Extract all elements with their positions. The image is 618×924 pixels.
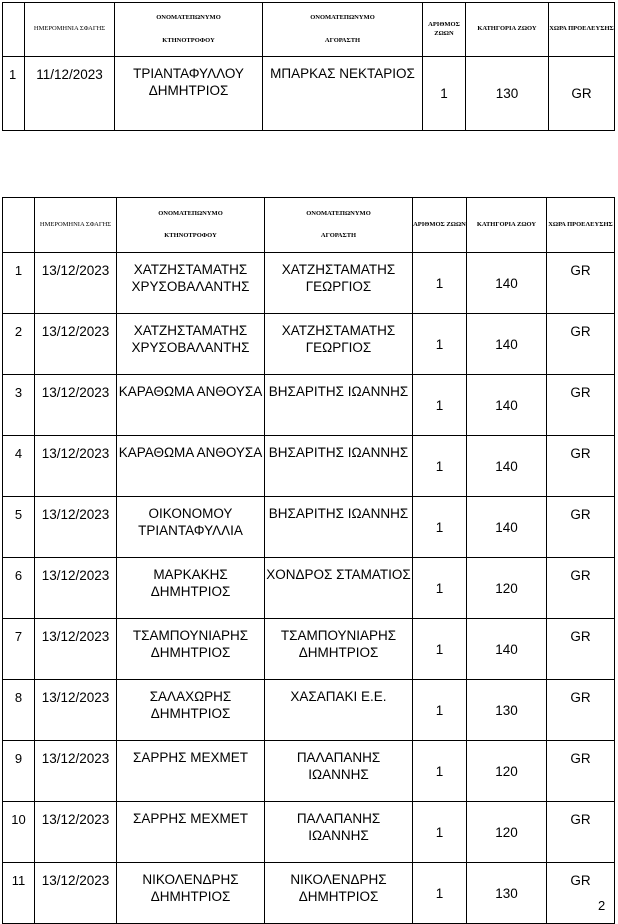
row-date: 13/12/2023 [35,558,117,619]
row-country: GR [547,375,615,436]
header-breeder [117,198,265,253]
header-name-label: ΟΝΟΜΑΤΕΠΩΝΥΜΟ [158,209,223,217]
row-breeder: ΟΙΚΟΝΟΜΟΥ ΤΡΙΑΝΤΑΦΥΛΛΙΑ [117,497,265,558]
row-country: GR [547,253,615,314]
row-country: GR [547,436,615,497]
slaughter-table-2 [2,197,615,924]
row-country: GR [547,497,615,558]
table-row [3,558,615,619]
row-number: 11 [3,863,35,924]
row-breeder: ΣΑΛΑΧΩΡΗΣ ΔΗΜΗΤΡΙΟΣ [117,680,265,741]
row-buyer: ΧΑΤΖΗΣΤΑΜΑΤΗΣ ΓΕΩΡΓΙΟΣ [265,314,413,375]
row-date: 13/12/2023 [35,375,117,436]
row-number: 10 [3,802,35,863]
row-animals: 1 [413,619,467,680]
row-number: 5 [3,497,35,558]
row-country: GR [547,619,615,680]
table-row [3,802,615,863]
row-animals: 1 [413,497,467,558]
row-buyer: ΧΑΣΑΠΑΚΙ Ε.Ε. [265,680,413,741]
table-header [3,3,615,57]
header-category: ΚΑΤΗΓΟΡΙΑ ΖΩΟΥ [466,3,549,57]
row-date: 11/12/2023 [25,57,115,131]
row-category: 120 [467,741,547,802]
row-category: 130 [467,680,547,741]
row-buyer: ΠΑΛΑΠΑΝΗΣ ΙΩΑΝΝΗΣ [265,741,413,802]
row-breeder: ΣΑΡΡΗΣ ΜΕΧΜΕΤ [117,802,265,863]
row-date: 13/12/2023 [35,253,117,314]
table-row [3,253,615,314]
row-breeder: ΤΣΑΜΠΟΥΝΙΑΡΗΣ ΔΗΜΗΤΡΙΟΣ [117,619,265,680]
row-buyer: ΠΑΛΑΠΑΝΗΣ ΙΩΑΝΝΗΣ [265,802,413,863]
row-country: GR [549,57,615,131]
row-breeder: ΣΑΡΡΗΣ ΜΕΧΜΕΤ [117,741,265,802]
row-animals: 1 [423,57,466,131]
row-animals: 1 [413,253,467,314]
row-animals: 1 [413,314,467,375]
row-breeder: ΚΑΡΑΘΩΜΑ ΑΝΘΟΥΣΑ [117,436,265,497]
row-breeder: ΝΙΚΟΛΕΝΔΡΗΣ ΔΗΜΗΤΡΙΟΣ [117,863,265,924]
table-row [3,863,615,924]
table-row [3,680,615,741]
row-buyer: ΒΗΣΑΡΙΤΗΣ ΙΩΑΝΝΗΣ [265,436,413,497]
row-breeder: ΧΑΤΖΗΣΤΑΜΑΤΗΣ ΧΡΥΣΟΒΑΛΑΝΤΗΣ [117,253,265,314]
row-category: 140 [467,497,547,558]
row-number: 3 [3,375,35,436]
row-buyer: ΜΠΑΡΚΑΣ ΝΕΚΤΑΡΙΟΣ [263,57,423,131]
header-breeder-label: ΚΤΗΝΟΤΡΟΦΟΥ [162,36,215,44]
row-country: GR [547,863,615,924]
row-breeder: ΚΑΡΑΘΩΜΑ ΑΝΘΟΥΣΑ [117,375,265,436]
row-date: 13/12/2023 [35,314,117,375]
row-breeder: ΧΑΤΖΗΣΤΑΜΑΤΗΣ ΧΡΥΣΟΒΑΛΑΝΤΗΣ [117,314,265,375]
row-buyer: ΤΣΑΜΠΟΥΝΙΑΡΗΣ ΔΗΜΗΤΡΙΟΣ [265,619,413,680]
row-number: 2 [3,314,35,375]
slaughter-table-1 [2,2,615,131]
row-animals: 1 [413,802,467,863]
header-country: ΧΩΡΑ ΠΡΟΕΛΕΥΣΗΣ [547,198,615,253]
row-breeder: ΤΡΙΑΝΤΑΦΥΛΛΟΥ ΔΗΜΗΤΡΙΟΣ [115,57,263,131]
table-row [3,314,615,375]
row-category: 140 [467,436,547,497]
table-header [3,198,615,253]
row-animals: 1 [413,741,467,802]
row-category: 120 [467,802,547,863]
row-date: 13/12/2023 [35,619,117,680]
table-row [3,375,615,436]
header-name-label: ΟΝΟΜΑΤΕΠΩΝΥΜΟ [306,209,371,217]
header-breeder-label: ΚΤΗΝΟΤΡΟΦΟΥ [164,232,217,239]
row-country: GR [547,802,615,863]
row-category: 140 [467,253,547,314]
table-row [3,57,615,131]
row-category: 130 [467,863,547,924]
row-date: 13/12/2023 [35,680,117,741]
row-category: 140 [467,314,547,375]
header-buyer-label: ΑΓΟΡΑΣΤΗ [320,232,357,239]
header-date: ΗΜΕΡΟΜΗΝΙΑ ΣΦΑΓΗΣ [25,3,115,57]
row-date: 13/12/2023 [35,436,117,497]
row-category: 140 [467,375,547,436]
row-country: GR [547,314,615,375]
row-date: 13/12/2023 [35,802,117,863]
row-number: 7 [3,619,35,680]
header-animals: ΑΡΙΘΜΟΣ ΖΩΩΝ [413,198,467,253]
row-country: GR [547,741,615,802]
row-buyer: ΒΗΣΑΡΙΤΗΣ ΙΩΑΝΝΗΣ [265,497,413,558]
row-number: 6 [3,558,35,619]
row-animals: 1 [413,863,467,924]
page-number: 2 [598,898,606,913]
header-date: ΗΜΕΡΟΜΗΝΙΑ ΣΦΑΓΗΣ [35,198,117,253]
header-category: ΚΑΤΗΓΟΡΙΑ ΖΩΟΥ [467,198,547,253]
header-name-label: ΟΝΟΜΑΤΕΠΩΝΥΜΟ [156,14,221,22]
header-buyer-label: ΑΓΟΡΑΣΤΗ [324,36,361,44]
row-category: 120 [467,558,547,619]
header-number [3,198,35,253]
row-category: 140 [467,619,547,680]
row-date: 13/12/2023 [35,497,117,558]
row-animals: 1 [413,680,467,741]
header-animals: ΑΡΙΘΜΟΣ ΖΩΩΝ [423,3,466,57]
header-buyer [263,3,423,57]
table-row [3,436,615,497]
header-name-label: ΟΝΟΜΑΤΕΠΩΝΥΜΟ [310,14,375,22]
header-country: ΧΩΡΑ ΠΡΟΕΛΕΥΣΗΣ [549,3,615,57]
row-buyer: ΧΑΤΖΗΣΤΑΜΑΤΗΣ ΓΕΩΡΓΙΟΣ [265,253,413,314]
row-number: 1 [3,253,35,314]
table-row [3,741,615,802]
row-number: 8 [3,680,35,741]
header-buyer [265,198,413,253]
row-date: 13/12/2023 [35,863,117,924]
row-country: GR [547,680,615,741]
row-buyer: ΒΗΣΑΡΙΤΗΣ ΙΩΑΝΝΗΣ [265,375,413,436]
table-row [3,497,615,558]
row-number: 4 [3,436,35,497]
header-number [3,3,25,57]
header-breeder [115,3,263,57]
row-date: 13/12/2023 [35,741,117,802]
row-category: 130 [466,57,549,131]
row-breeder: ΜΑΡΚΑΚΗΣ ΔΗΜΗΤΡΙΟΣ [117,558,265,619]
row-animals: 1 [413,558,467,619]
row-number: 9 [3,741,35,802]
row-animals: 1 [413,436,467,497]
row-number: 1 [3,57,25,131]
row-buyer: ΝΙΚΟΛΕΝΔΡΗΣ ΔΗΜΗΤΡΙΟΣ [265,863,413,924]
row-country: GR [547,558,615,619]
table-row [3,619,615,680]
row-buyer: ΧΟΝΔΡΟΣ ΣΤΑΜΑΤΙΟΣ [265,558,413,619]
row-animals: 1 [413,375,467,436]
